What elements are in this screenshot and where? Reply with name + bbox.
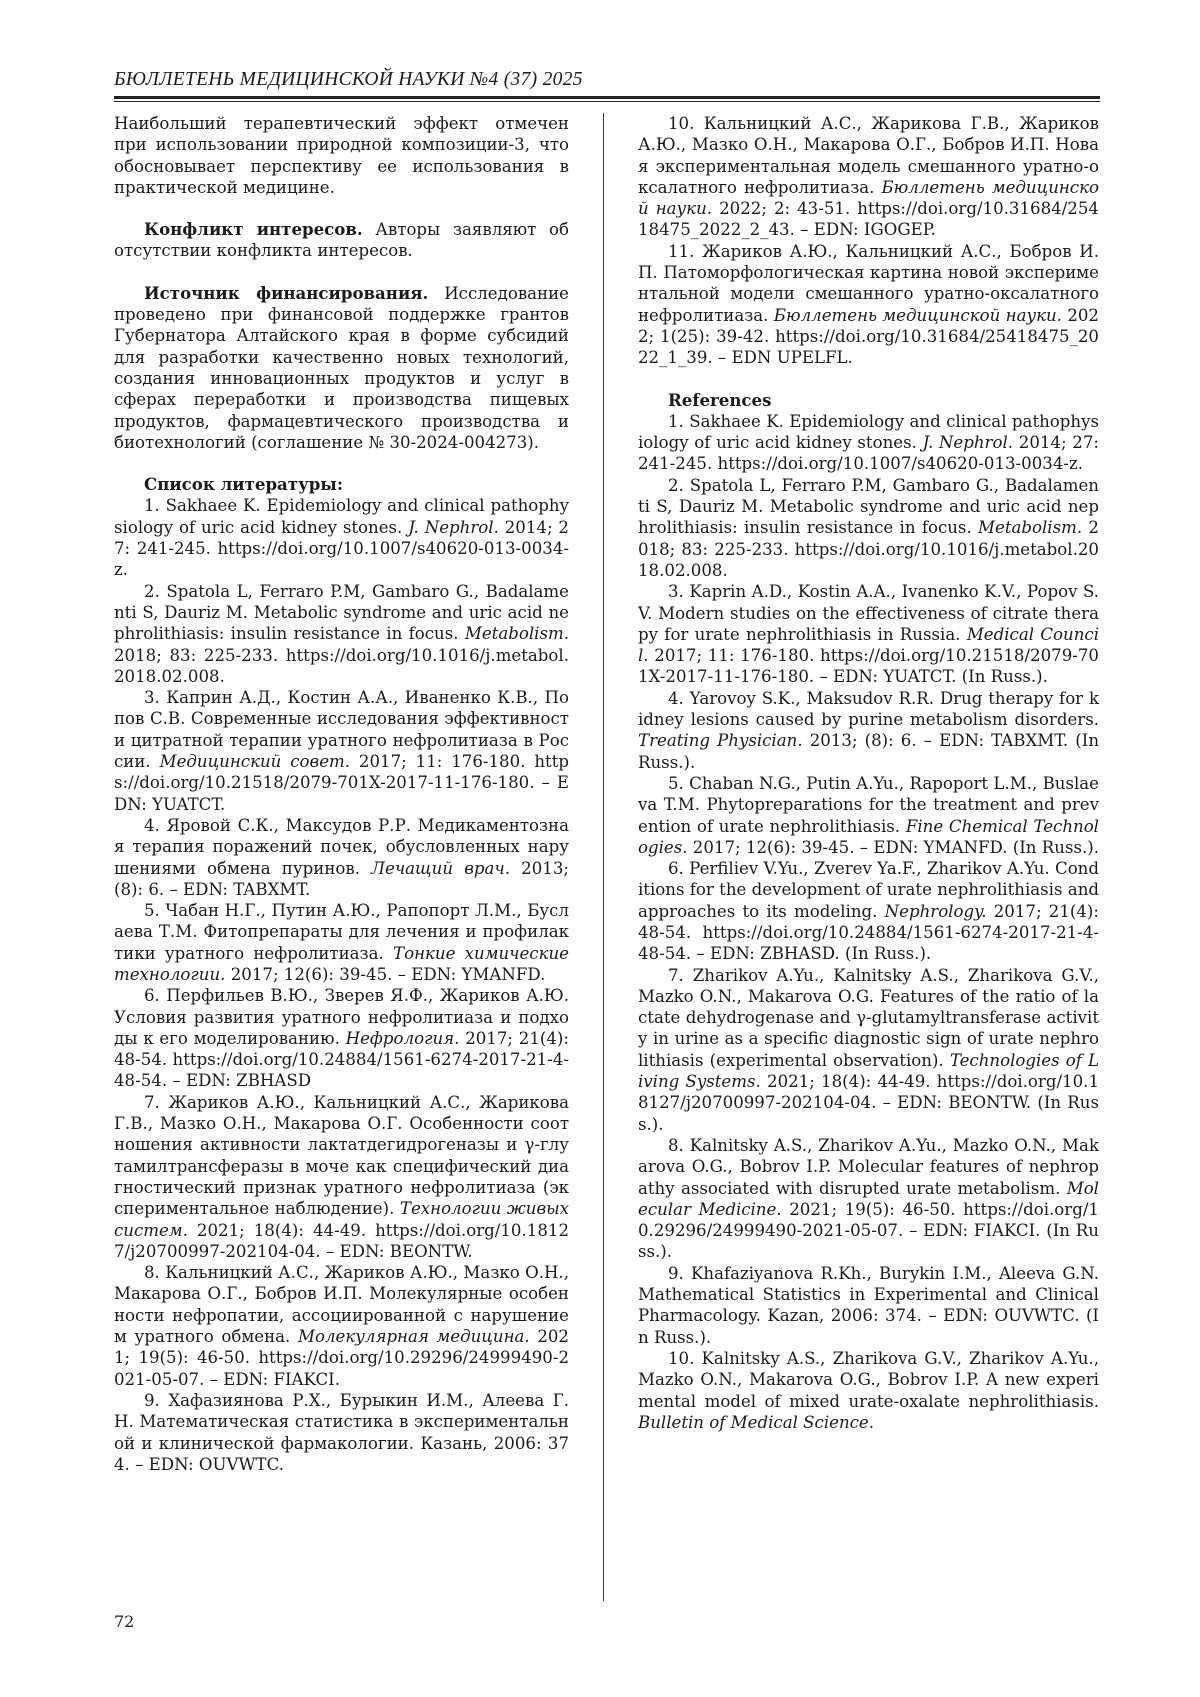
reference-text: 2. Spatola L, Ferraro P.M, Gambaro G., Badalamenti S, Dauriz M. Metabolic syndrome and uric acid nephrolithiasis: insulin resistance in focus. bbox=[114, 581, 569, 644]
reference-item bbox=[638, 858, 1099, 964]
reference-details: 2014; 27: 241-245. https://doi.org/10.1007/s40620-013-0034-z. bbox=[114, 517, 569, 580]
journal-title: БЮЛЛЕТЕНЬ МЕДИЦИНСКОЙ НАУКИ №4 (37) 2025 bbox=[114, 69, 583, 90]
reference-text: 5. Chaban N.G., Putin A.Yu., Rapoport L.M., Buslaeva T.M. Phytopreparations for the treatment and prevention of urate nephrolithiasis. bbox=[638, 773, 1099, 836]
reference-item bbox=[114, 1092, 569, 1262]
funding-heading: Источник финансирования. bbox=[144, 282, 429, 303]
reference-details: 2021; 18(4): 44-49. https://doi.org/10.18127/j20700997-202104-04. – EDN: BEONTW. (In Russ.). bbox=[638, 1072, 1099, 1134]
reference-journal: Metabolism. bbox=[978, 518, 1083, 538]
reference-details: 2017; 12(6): 39-45. – EDN: YMANFD. (In Russ.). bbox=[687, 837, 1100, 857]
reference-journal: Медицинский совет. bbox=[159, 752, 351, 772]
ru-references-heading: Список литературы: bbox=[144, 474, 344, 495]
page-number: 72 bbox=[114, 1612, 135, 1631]
conflict-text: Авторы заявляют об отсутствии конфликта интересов. bbox=[114, 220, 569, 261]
reference-text: 7. Жариков А.Ю., Кальницкий А.С., Жарикова Г.В., Мазко О.Н., Макарова О.Г. Особенности соотношения активности лактатдегидрогеназы и γ-глутамилтрансферазы в моче как специфический диагностический признак уратного нефролитиаза (экспериментальное наблюдение). bbox=[114, 1092, 569, 1219]
reference-text: 3. Каприн А.Д., Костин А.А., Иваненко К.В., Попов С.В. Современные исследования эффективности цитратной терапии уратного нефролитиаза в России. bbox=[114, 688, 569, 772]
reference-details: 2017; 11: 176-180. https://doi.org/10.21518/2079-701X-2017-11-176-180. – EDN: YUATCT. bbox=[114, 752, 569, 814]
en-references-heading: References bbox=[668, 389, 772, 410]
reference-journal: Тонкие химические технологии. bbox=[114, 943, 569, 984]
reference-details: 2018; 83: 225-233. https://doi.org/10.1016/j.metabol.2018.02.008. bbox=[114, 645, 569, 686]
reference-item bbox=[638, 1135, 1099, 1263]
reference-details: 2017; 12(6): 39-45. – EDN: YMANFD. bbox=[225, 964, 546, 984]
reference-details: 2021; 19(5): 46-50. https://doi.org/10.29296/24999490-2021-05-07. – EDN: FIAKCI. bbox=[114, 1327, 569, 1389]
conclusion-paragraph: Наибольший терапевтический эффект отмечен при использовании природной композиции-3, что обосновывает перспективу ее использования в практической медицине. bbox=[114, 114, 569, 197]
reference-text: 5. Чабан Н.Г., Путин А.Ю., Рапопорт Л.М., Буслаева Т.М. Фитопрепараты для лечения и профилактики уратного нефролитиаза. bbox=[114, 901, 569, 963]
funding-paragraph bbox=[114, 283, 569, 453]
reference-details: 2021; 19(5): 46-50. https://doi.org/10.29296/24999490-2021-05-07. – EDN: FIAKCI. (In Russ.). bbox=[638, 1199, 1099, 1262]
reference-details: 2017; 21(4): 48-54. https://doi.org/10.24884/1561-6274-2017-21-4-48-54. – EDN: ZBHASD bbox=[114, 1028, 569, 1091]
reference-text: 9. Khafaziyanova R.Kh., Burykin I.M., Aleeva G.N. Mathematical Statistics in Experimental and Clinical Pharmacology. Kazan, 2006: 374. – EDN: OUVWTC. (In Russ.). bbox=[638, 1263, 1099, 1347]
left-column bbox=[114, 113, 569, 1475]
reference-journal: Technologies of Living Systems. bbox=[638, 1050, 1099, 1092]
reference-item bbox=[114, 687, 569, 815]
reference-item bbox=[638, 241, 1099, 369]
reference-journal: Бюллетень медицинской науки. bbox=[773, 305, 1062, 325]
reference-details: 2013; (8): 6. – EDN: TABXMT. (In Russ.). bbox=[638, 731, 1100, 772]
reference-journal: J. Nephrol. bbox=[408, 517, 499, 537]
running-header bbox=[114, 68, 1100, 102]
ru-references-right bbox=[638, 113, 1099, 369]
reference-journal: Лечащий врач. bbox=[371, 858, 510, 878]
header-rule-thick bbox=[114, 96, 1100, 99]
reference-journal: Нефрология. bbox=[345, 1028, 460, 1048]
column-divider bbox=[603, 113, 604, 1601]
reference-item bbox=[638, 113, 1099, 241]
reference-item bbox=[114, 815, 569, 900]
reference-journal: Fine Chemical Technologies. bbox=[638, 816, 1099, 857]
reference-journal: Molecular Medicine. bbox=[638, 1178, 1099, 1219]
reference-text: 6. Perfiliev V.Yu., Zverev Ya.F., Zharikov A.Yu. Conditions for the development of urate nephrolithiasis and approaches to its modeling. bbox=[638, 859, 1099, 921]
reference-details: 2017; 11: 176-180. https://doi.org/10.21518/2079-701X-2017-11-176-180. – EDN: YUATCT. (In Russ.). bbox=[638, 646, 1099, 687]
header-rule-thin bbox=[114, 101, 1100, 102]
reference-item bbox=[638, 475, 1099, 581]
conflict-heading: Конфликт интересов. bbox=[144, 219, 363, 240]
reference-details: 2014; 27: 241-245. https://doi.org/10.1007/s40620-013-0034-z. bbox=[638, 433, 1099, 474]
reference-item bbox=[638, 411, 1099, 475]
reference-item bbox=[638, 581, 1099, 687]
reference-text: 8. Kalnitsky A.S., Zharikov A.Yu., Mazko O.N., Makarova O.G., Bobrov I.P. Molecular features of nephropathy associated with disrupted urate metabolism. bbox=[638, 1135, 1099, 1198]
reference-text: 10. Kalnitsky A.S., Zharikova G.V., Zharikov A.Yu., Mazko O.N., Makarova O.G., Bobrov I.P. A new experimental model of mixed urate-oxalate nephrolithiasis. bbox=[638, 1348, 1099, 1411]
reference-text: 7. Zharikov A.Yu., Kalnitsky A.S., Zharikova G.V., Mazko O.N., Makarova O.G. Features of the ratio of lactate dehydrogenase and γ-glutamyltransferase activity in urine as a specific diagnostic sign of urate nephrolithiasis (experimental observation). bbox=[638, 965, 1099, 1070]
reference-text: 4. Yarovoy S.K., Maksudov R.R. Drug therapy for kidney lesions caused by purine metabolism disorders. bbox=[638, 688, 1099, 730]
reference-journal: Metabolism. bbox=[464, 624, 569, 644]
reference-journal: Технологии живых систем. bbox=[114, 1199, 569, 1240]
reference-details: 2013; (8): 6. – EDN: TABXMT. bbox=[114, 858, 569, 899]
reference-journal: Bulletin of Medical Science. bbox=[638, 1412, 875, 1432]
reference-text: 6. Перфильев В.Ю., Зверев Я.Ф., Жариков А.Ю. Условия развития уратного нефролитиаза и подходы к его моделированию. bbox=[114, 986, 569, 1048]
reference-journal: Бюллетень медицинской науки. bbox=[638, 177, 1099, 219]
reference-item bbox=[638, 773, 1099, 858]
conflict-paragraph bbox=[114, 219, 569, 262]
reference-text: 8. Кальницкий А.С., Жариков А.Ю., Мазко О.Н., Макарова О.Г., Бобров И.П. Молекулярные особенности нефропатии, ассоциированной с нарушением уратного обмена. bbox=[114, 1263, 569, 1347]
right-column bbox=[638, 113, 1099, 1433]
reference-item bbox=[638, 1263, 1099, 1348]
reference-text: 9. Хафазиянова Р.Х., Бурыкин И.М., Алеева Г.Н. Математическая статистика в экспериментальной и клинической фармакологии. Казань, 2006: 374. – EDN: OUVWTC. bbox=[114, 1390, 569, 1474]
ru-references-left bbox=[114, 495, 569, 1475]
reference-item bbox=[638, 688, 1099, 773]
reference-journal: Medical Council. bbox=[638, 624, 1100, 666]
reference-item bbox=[114, 581, 569, 687]
reference-text: 10. Кальницкий А.С., Жарикова Г.В., Жариков А.Ю., Мазко О.Н., Макарова О.Г., Бобров И.П. Новая экспериментальная модель смешанного уратно-оксалатного нефролитиаза. bbox=[638, 114, 1099, 197]
en-references-list bbox=[638, 411, 1099, 1433]
reference-text: 1. Sakhaee K. Epidemiology and clinical pathophysiology of uric acid kidney stones. bbox=[114, 496, 569, 537]
reference-item bbox=[638, 965, 1099, 1135]
reference-details: 2022; 2: 43-51. https://doi.org/10.31684/25418475_2022_2_43. – EDN: IGOGEP. bbox=[638, 199, 1099, 240]
reference-item bbox=[114, 900, 569, 985]
reference-text: 3. Kaprin A.D., Kostin A.A., Ivanenko K.V., Popov S.V. Modern studies on the effectiveness of citrate therapy for urate nephrolithiasis in Russia. bbox=[638, 582, 1099, 644]
reference-details: 2017; 21(4): 48-54. https://doi.org/10.24884/1561-6274-2017-21-4-48-54. – EDN: ZBHASD. (In Russ.). bbox=[638, 901, 1099, 964]
reference-journal: Молекулярная медицина. bbox=[297, 1327, 530, 1347]
reference-text: 2. Spatola L, Ferraro P.M, Gambaro G., Badalamenti S, Dauriz M. Metabolic syndrome and uric acid nephrolithiasis: insulin resistance in focus. bbox=[638, 475, 1099, 538]
reference-text: 1. Sakhaee K. Epidemiology and clinical pathophysiology of uric acid kidney stones. bbox=[638, 411, 1099, 453]
reference-item bbox=[114, 985, 569, 1091]
reference-item bbox=[638, 1348, 1099, 1433]
reference-details: 2018; 83: 225-233. https://doi.org/10.1016/j.metabol.2018.02.008. bbox=[638, 518, 1099, 580]
reference-text: 4. Яровой С.К., Максудов Р.Р. Медикаментозная терапия поражений почек, обусловленных нарушениями обмена пуринов. bbox=[114, 815, 569, 878]
reference-details: 2021; 18(4): 44-49. https://doi.org/10.18127/j20700997-202104-04. – EDN: BEONTW. bbox=[114, 1220, 569, 1261]
funding-text: Исследование проведено при финансовой поддержке грантов Губернатора Алтайского края в форме субсидий для разработки качественно новых технологий, создания инновационных продуктов и услуг в сферах переработки и производства пищевых продуктов, фармацевтического производства и биотехнологий (соглашение № 30-2024-004273). bbox=[114, 283, 569, 452]
reference-details: 2022; 1(25): 39-42. https://doi.org/10.31684/25418475_2022_1_39. – EDN UPELFL. bbox=[638, 305, 1099, 368]
reference-journal: Nephrology. bbox=[884, 901, 987, 921]
reference-item bbox=[114, 495, 569, 580]
reference-journal: Treating Physician. bbox=[638, 731, 803, 751]
reference-text: 11. Жариков А.Ю., Кальницкий А.С., Бобров И.П. Патоморфологическая картина новой экспериментальной модели смешанного уратно-оксалатного нефролитиаза. bbox=[638, 241, 1099, 325]
reference-journal: J. Nephrol. bbox=[922, 433, 1014, 453]
reference-item bbox=[114, 1390, 569, 1475]
reference-item bbox=[114, 1262, 569, 1390]
